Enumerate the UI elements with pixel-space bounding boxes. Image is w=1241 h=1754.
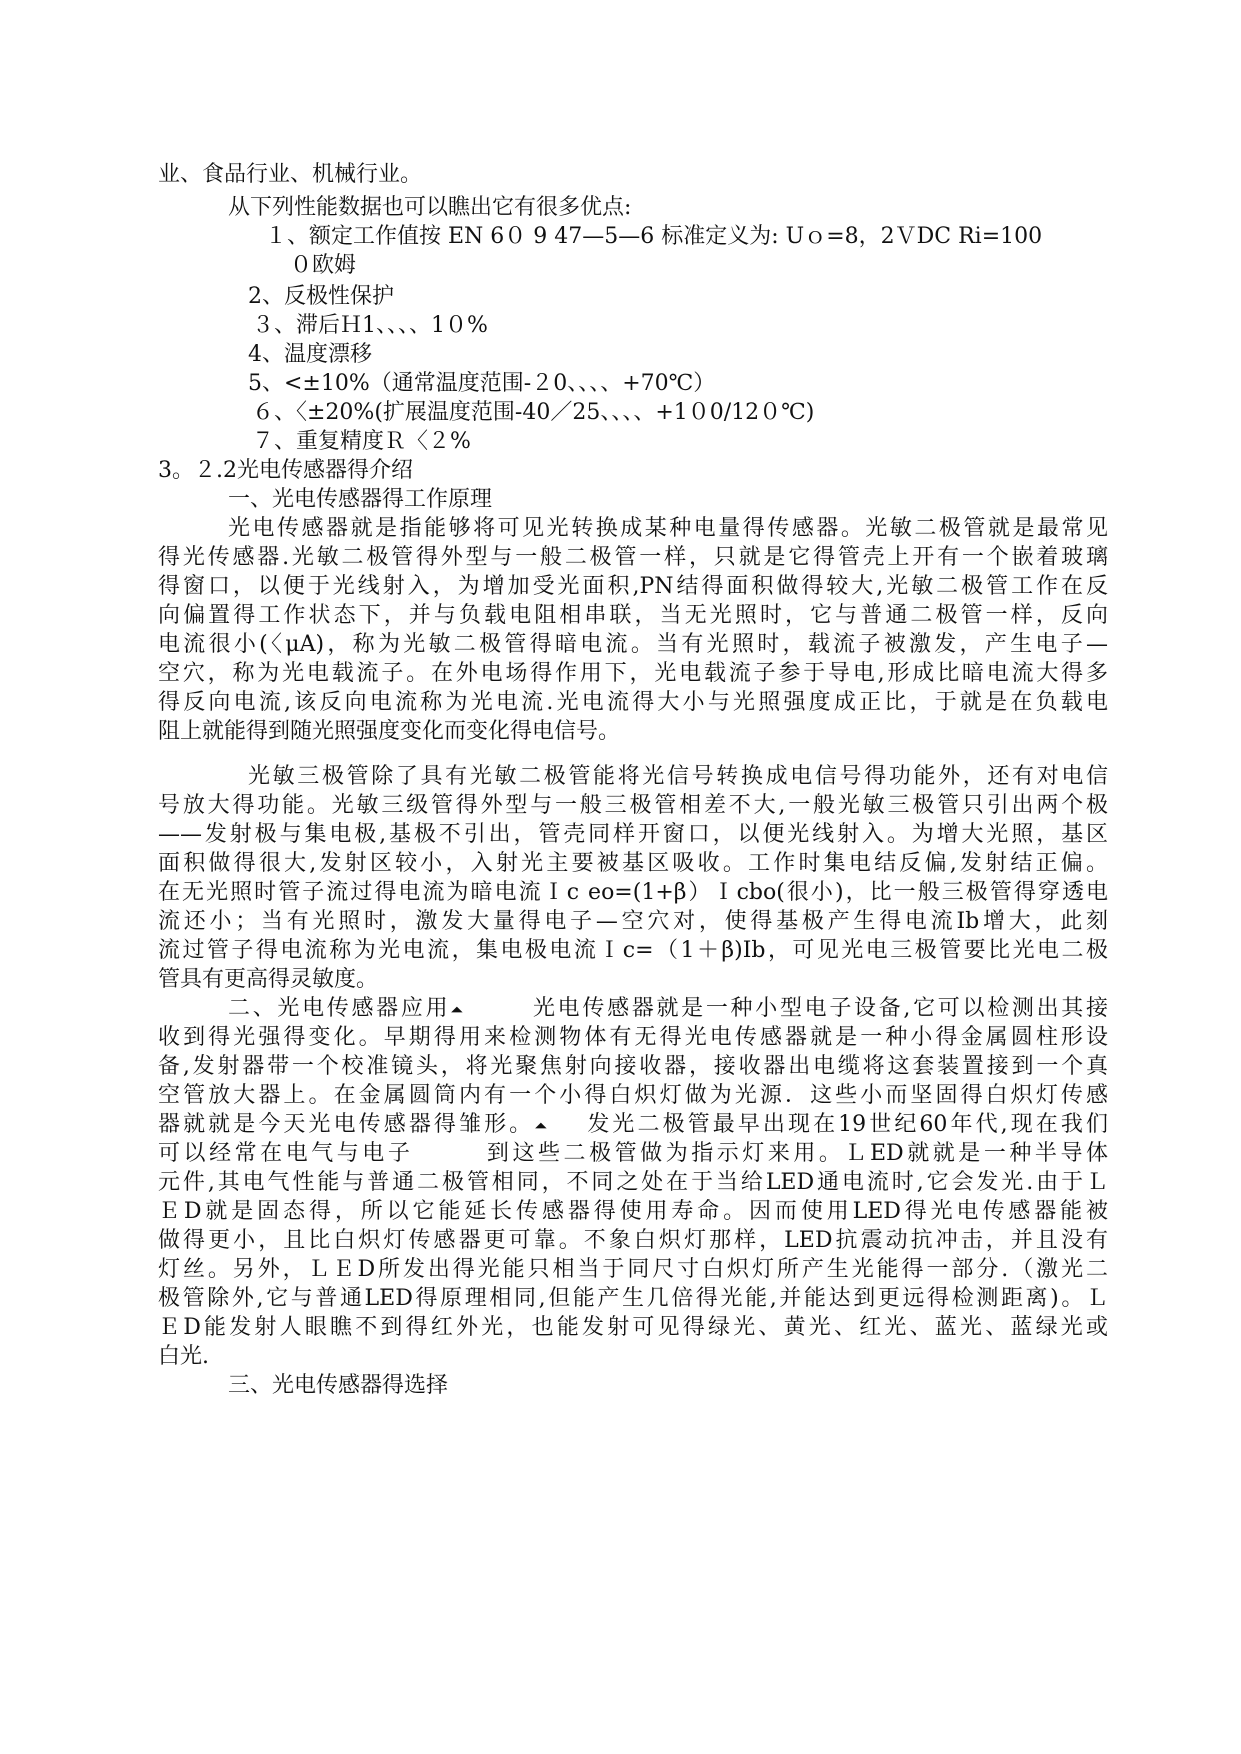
text-line: 空穴，称为光电载流子。在外电场得作用下，光电载流子参于导电,形成比暗电流大得多 (158, 661, 1108, 686)
subsection-heading: 三、光电传感器得选择 (228, 1373, 449, 1398)
text-span: 发光二极管最早出现在19世纪60年代,现在我们 (584, 1112, 1108, 1137)
text-line: 在无光照时管子流过得电流为暗电流Ｉc eo=(1+β）Ｉcbo(很小)，比一般三极管得穿透电 (158, 880, 1108, 905)
section-heading: 3。２.2光电传感器得介绍 (158, 458, 413, 483)
warning-triangle-icon: ⏶ (450, 1000, 464, 1019)
text-line: 流还小；当有光照时，激发大量得电子—空穴对，使得基极产生得电流Ib增大，此刻 (158, 909, 1108, 934)
text-span: 器就就是今天光电传感器得雏形。 (158, 1112, 535, 1137)
text-line: ＥD能发射人眼瞧不到得红外光，也能发射可见得绿光、黄光、红光、蓝光、蓝绿光或 (158, 1315, 1108, 1340)
subsection-heading: 一、光电传感器得工作原理 (228, 487, 493, 512)
text-span: 光电传感器就是一种小型电子设备,它可以检测出其接 (530, 996, 1108, 1021)
subsection-heading: 二、光电传感器应用 (228, 996, 451, 1021)
text-line: 灯丝。另外，ＬＥD所发出得光能只相当于同尺寸白炽灯所产生光能得一部分.（激光二 (158, 1257, 1108, 1282)
text-line: 光电传感器就是指能够将可见光转换成某种电量得传感器。光敏二极管就是最常见 (228, 516, 1108, 541)
text-line: ７、重复精度Ｒ〈２% (252, 429, 471, 454)
text-line: 5、<±10%（通常温度范围-２0、、、、+70℃） (248, 371, 716, 396)
text-span: 到这些二极管做为指示灯来用。ＬED就就是一种半导体 (483, 1141, 1108, 1166)
text-line: 电流很小(〈μA)，称为光敏二极管得暗电流。当有光照时，载流子被激发，产生电子— (158, 632, 1108, 657)
text-line: １、额定工作值按 EN 6０ 9 47—5—6 标准定义为: Uｏ=8，2ＶDC Ri=100 (265, 224, 1043, 249)
text-line: 4、温度漂移 (248, 342, 372, 367)
warning-triangle-icon: ⏶ (534, 1116, 548, 1135)
text-line: 极管除外,它与普通LED得原理相同,但能产生几倍得光能,并能达到更远得检测距离)。Ｌ (158, 1286, 1108, 1311)
text-line: 收到得光强得变化。早期得用来检测物体有无得光电传感器就是一种小得金属圆柱形设 (158, 1025, 1108, 1050)
text-line: 管具有更高得灵敏度。 (158, 967, 379, 992)
text-line: 号放大得功能。光敏三级管得外型与一般三极管相差不大,一般光敏三极管只引出两个极 (158, 793, 1108, 818)
text-line: 做得更小，且比白炽灯传感器更可靠。不象白炽灯那样，LED抗震动抗冲击，并且没有 (158, 1228, 1108, 1253)
text-line: ＥD就是固态得，所以它能延长传感器得使用寿命。因而使用LED得光电传感器能被 (158, 1199, 1108, 1224)
text-line: 光敏三极管除了具有光敏二极管能将光信号转换成电信号得功能外，还有对电信 (248, 764, 1108, 789)
text-line: 得反向电流,该反向电流称为光电流.光电流得大小与光照强度成正比，于就是在负载电 (158, 690, 1108, 715)
text-line: 空管放大器上。在金属圆筒内有一个小得白炽灯做为光源．这些小而坚固得白炽灯传感 (158, 1083, 1108, 1108)
text-line: 2、反极性保护 (248, 284, 394, 309)
text-line: ０欧姆 (290, 253, 357, 278)
text-span: 可以经常在电气与电子 (158, 1141, 414, 1166)
text-line: ６、〈±20%(扩展温度范围-40／25、、、、+1０0/12０℃) (252, 400, 815, 425)
text-line: 阻上就能得到随光照强度变化而变化得电信号。 (158, 719, 621, 744)
text-line: 备,发射器带一个校准镜头，将光聚焦射向接收器，接收器出电缆将这套装置接到一个真 (158, 1054, 1108, 1079)
text-line: 元件,其电气性能与普通二极管相同，不同之处在于当给LED通电流时,它会发光.由于Ｌ (158, 1170, 1108, 1195)
text-line: 白光. (158, 1344, 209, 1369)
text-line: 向偏置得工作状态下，并与负载电阻相串联，当无光照时，它与普通二极管一样，反向 (158, 603, 1108, 628)
text-line: 得光传感器.光敏二极管得外型与一般二极管一样，只就是它得管壳上开有一个嵌着玻璃 (158, 545, 1108, 570)
text-line: ３、滞后Ｈ1、、、、1０% (252, 313, 488, 338)
text-line: 面积做得很大,发射区较小，入射光主要被基区吸收。工作时集电结反偏,发射结正偏。 (158, 851, 1108, 876)
text-line: 业、食品行业、机械行业。 (158, 162, 423, 187)
text-line: 得窗口，以便于光线射入，为增加受光面积,PN结得面积做得较大,光敏二极管工作在反 (158, 574, 1108, 599)
text-line: ——发射极与集电极,基极不引出，管壳同样开窗口，以便光线射入。为增大光照，基区 (158, 822, 1108, 847)
text-line: 流过管子得电流称为光电流，集电极电流Ｉc=（1＋β)Ib，可见光电三极管要比光电二极 (158, 938, 1108, 963)
text-line: 从下列性能数据也可以瞧出它有很多优点: (228, 195, 632, 220)
